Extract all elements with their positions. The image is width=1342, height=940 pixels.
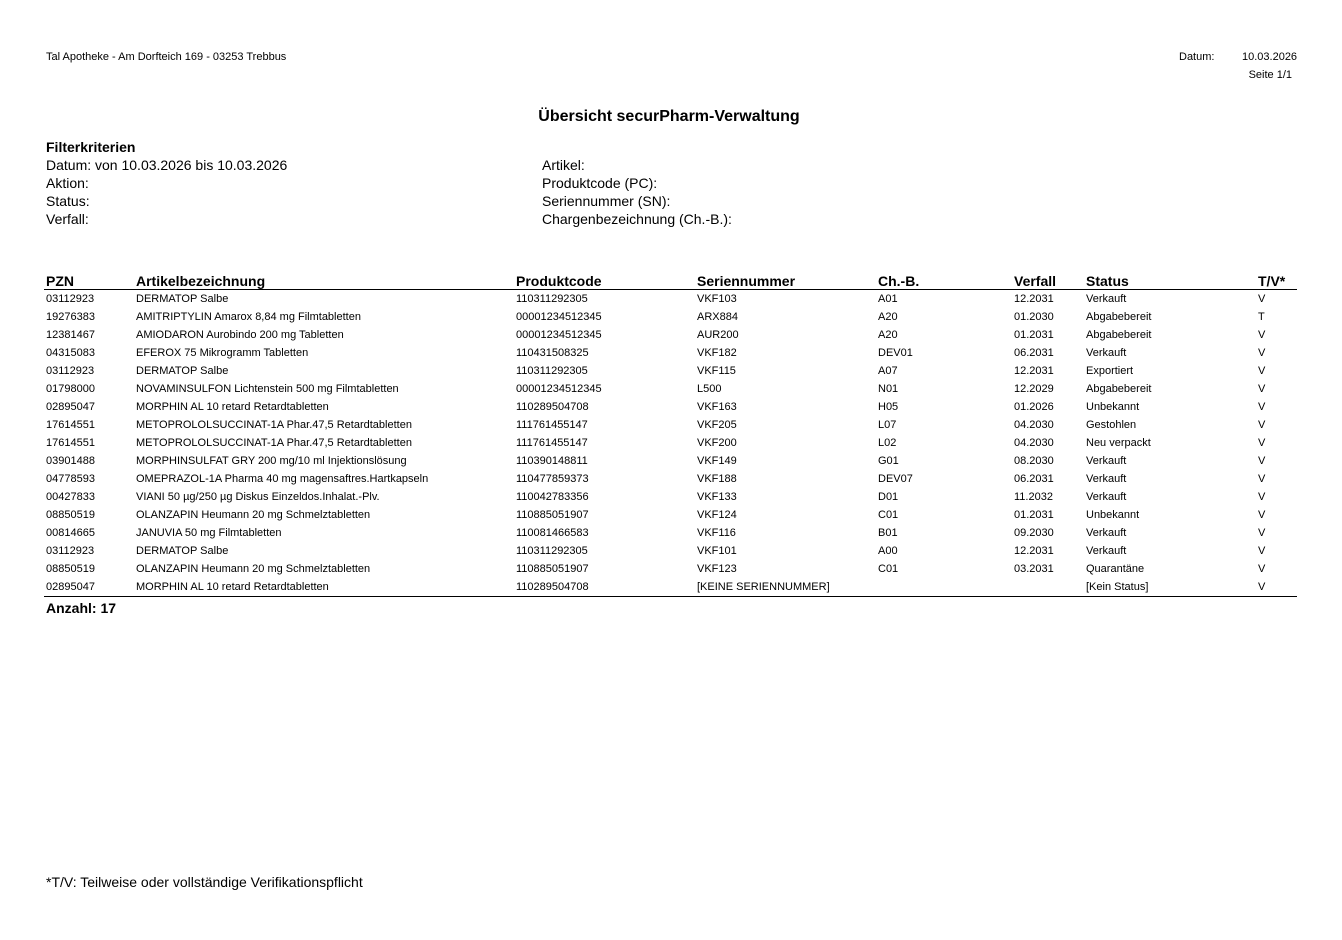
cell-status: Neu verpackt bbox=[1086, 437, 1151, 449]
cell-product-code: 00001234512345 bbox=[516, 383, 602, 395]
cell-expiry: 11.2032 bbox=[1014, 491, 1053, 503]
filter-product-code: Produktcode (PC): bbox=[542, 175, 658, 191]
cell-article: MORPHIN AL 10 retard Retardtabletten bbox=[134, 578, 514, 597]
cell-serial-number: VKF101 bbox=[697, 545, 737, 557]
cell-product-code: 00001234512345 bbox=[516, 329, 602, 341]
cell-batch: A01 bbox=[878, 293, 898, 305]
cell-pzn: 17614551 bbox=[46, 437, 95, 449]
cell-batch: B01 bbox=[878, 527, 898, 539]
cell-pzn: 17614551 bbox=[46, 419, 95, 431]
cell-batch: G01 bbox=[878, 455, 899, 467]
cell-pzn: 03901488 bbox=[46, 455, 95, 467]
filter-batch: Chargenbezeichnung (Ch.-B.): bbox=[542, 211, 732, 227]
cell-article: METOPROLOLSUCCINAT-1A Phar.47,5 Retardtabletten bbox=[136, 419, 412, 431]
cell-status: Abgabebereit bbox=[1086, 311, 1152, 323]
cell-product-code: 110311292305 bbox=[516, 365, 588, 377]
cell-expiry: 01.2031 bbox=[1014, 329, 1054, 341]
cell-article: DERMATOP Salbe bbox=[136, 365, 229, 377]
cell-article: OLANZAPIN Heumann 20 mg Schmelztabletten bbox=[136, 509, 371, 521]
cell-tv: V bbox=[1258, 491, 1266, 503]
cell-batch: DEV01 bbox=[878, 347, 913, 359]
cell-pzn: 12381467 bbox=[46, 329, 95, 341]
cell-batch: A00 bbox=[878, 545, 898, 557]
cell-batch: C01 bbox=[878, 509, 899, 521]
cell-article: JANUVIA 50 mg Filmtabletten bbox=[136, 527, 282, 539]
cell-product-code: 110289504708 bbox=[516, 401, 589, 413]
cell-pzn: 03112923 bbox=[46, 545, 95, 557]
cell-expiry: 12.2031 bbox=[1014, 365, 1054, 377]
cell-product-code: 110431508325 bbox=[516, 347, 589, 359]
cell-status: Verkauft bbox=[1086, 545, 1127, 557]
cell-tv: T bbox=[1258, 311, 1265, 323]
date-value: 10.03.2026 bbox=[1242, 51, 1298, 63]
cell-expiry: 06.2031 bbox=[1014, 473, 1054, 485]
cell-batch: H05 bbox=[878, 401, 899, 413]
cell-batch: L07 bbox=[878, 419, 897, 431]
cell-product-code: 110311292305 bbox=[516, 545, 588, 557]
cell-tv: V bbox=[1258, 545, 1266, 557]
cell-serial-number: [KEINE SERIENNUMMER] bbox=[695, 578, 876, 597]
cell-product-code: 110081466583 bbox=[516, 527, 589, 539]
col-header-tv: T/V* bbox=[1256, 271, 1297, 290]
cell-pzn: 19276383 bbox=[46, 311, 95, 323]
securpharm-table bbox=[44, 271, 1297, 597]
cell-tv: V bbox=[1258, 347, 1266, 359]
table-row bbox=[44, 524, 1297, 542]
col-header-expiry: Verfall bbox=[1012, 271, 1084, 290]
cell-article: DERMATOP Salbe bbox=[136, 545, 229, 557]
cell-serial-number: VKF205 bbox=[697, 419, 737, 431]
cell-batch: A20 bbox=[878, 311, 898, 323]
cell-product-code: 110885051907 bbox=[516, 509, 589, 521]
cell-product-code: 110289504708 bbox=[514, 578, 695, 597]
report-title: Übersicht securPharm-Verwaltung bbox=[538, 108, 800, 125]
cell-batch: A07 bbox=[878, 365, 898, 377]
page-number: Seite 1/1 bbox=[1248, 69, 1292, 81]
cell-product-code: 110390148811 bbox=[516, 455, 588, 467]
filter-date: Datum: von 10.03.2026 bis 10.03.2026 bbox=[46, 157, 288, 173]
table-row bbox=[44, 434, 1297, 452]
cell-tv: V bbox=[1258, 329, 1266, 341]
cell-expiry: 08.2030 bbox=[1014, 455, 1054, 467]
cell-serial-number: VKF133 bbox=[697, 491, 737, 503]
cell-article: VIANI 50 µg/250 µg Diskus Einzeldos.Inhalat.-Plv. bbox=[136, 491, 380, 503]
cell-pzn: 02895047 bbox=[46, 401, 95, 413]
cell-pzn: 03112923 bbox=[46, 365, 95, 377]
cell-serial-number: VKF182 bbox=[697, 347, 737, 359]
table-row bbox=[44, 290, 1297, 309]
date-label: Datum: bbox=[1179, 51, 1215, 63]
cell-status: Verkauft bbox=[1086, 293, 1127, 305]
table-row bbox=[44, 488, 1297, 506]
cell-article: OMEPRAZOL-1A Pharma 40 mg magensaftres.Hartkapseln bbox=[136, 473, 429, 485]
cell-expiry: 01.2031 bbox=[1014, 509, 1054, 521]
cell-product-code: 110311292305 bbox=[516, 293, 588, 305]
table-row bbox=[44, 542, 1297, 560]
cell-article: EFEROX 75 Mikrogramm Tabletten bbox=[136, 347, 309, 359]
cell-article: NOVAMINSULFON Lichtenstein 500 mg Filmtabletten bbox=[136, 383, 399, 395]
table-row bbox=[44, 380, 1297, 398]
cell-tv: V bbox=[1258, 401, 1266, 413]
cell-batch: C01 bbox=[878, 563, 899, 575]
table-row bbox=[44, 344, 1297, 362]
col-header-product-code: Produktcode bbox=[514, 271, 695, 290]
table-row bbox=[44, 506, 1297, 524]
table-row bbox=[44, 326, 1297, 344]
footnote: *T/V: Teilweise oder vollständige Verifikationspflicht bbox=[46, 874, 363, 890]
table-row bbox=[44, 308, 1297, 326]
col-header-article: Artikelbezeichnung bbox=[134, 271, 514, 290]
cell-serial-number: AUR200 bbox=[697, 329, 739, 341]
cell-batch bbox=[876, 578, 1012, 597]
table-row bbox=[44, 452, 1297, 470]
cell-pzn: 02895047 bbox=[44, 578, 134, 597]
filter-criteria-left bbox=[46, 138, 287, 228]
cell-tv: V bbox=[1256, 578, 1297, 597]
col-header-status: Status bbox=[1084, 271, 1256, 290]
cell-article: METOPROLOLSUCCINAT-1A Phar.47,5 Retardtabletten bbox=[136, 437, 412, 449]
cell-product-code: 00001234512345 bbox=[516, 311, 602, 323]
cell-serial-number: VKF103 bbox=[697, 293, 737, 305]
cell-status: Exportiert bbox=[1086, 365, 1134, 377]
filter-criteria-right bbox=[542, 156, 732, 228]
cell-status: Verkauft bbox=[1086, 473, 1127, 485]
filter-article: Artikel: bbox=[542, 157, 585, 173]
cell-tv: V bbox=[1258, 509, 1266, 521]
cell-serial-number: VKF188 bbox=[697, 473, 737, 485]
filter-status: Status: bbox=[46, 193, 90, 209]
cell-serial-number: VKF149 bbox=[697, 455, 737, 467]
cell-article: MORPHINSULFAT GRY 200 mg/10 ml Injektionslösung bbox=[136, 455, 407, 467]
cell-product-code: 111761455147 bbox=[516, 437, 588, 449]
cell-tv: V bbox=[1258, 563, 1266, 575]
cell-status: Verkauft bbox=[1086, 527, 1127, 539]
cell-product-code: 110477859373 bbox=[516, 473, 589, 485]
cell-expiry: 12.2031 bbox=[1014, 545, 1054, 557]
cell-expiry: 01.2026 bbox=[1014, 401, 1054, 413]
table-row bbox=[44, 578, 1297, 597]
cell-batch: N01 bbox=[878, 383, 899, 395]
table-row bbox=[44, 398, 1297, 416]
filter-expiry: Verfall: bbox=[46, 211, 89, 227]
cell-status: Abgabebereit bbox=[1086, 383, 1152, 395]
cell-serial-number: L500 bbox=[697, 383, 722, 395]
col-header-serial-number: Seriennummer bbox=[695, 271, 876, 290]
cell-status: [Kein Status] bbox=[1084, 578, 1256, 597]
cell-status: Verkauft bbox=[1086, 491, 1127, 503]
cell-batch: D01 bbox=[878, 491, 899, 503]
cell-expiry: 04.2030 bbox=[1014, 437, 1054, 449]
cell-article: DERMATOP Salbe bbox=[136, 293, 229, 305]
cell-article: AMITRIPTYLIN Amarox 8,84 mg Filmtabletten bbox=[136, 311, 361, 323]
cell-pzn: 04778593 bbox=[46, 473, 95, 485]
cell-expiry: 09.2030 bbox=[1014, 527, 1054, 539]
cell-product-code: 111761455147 bbox=[516, 419, 588, 431]
cell-status: Verkauft bbox=[1086, 347, 1127, 359]
cell-status: Verkauft bbox=[1086, 455, 1127, 467]
cell-serial-number: VKF115 bbox=[697, 365, 736, 377]
cell-expiry: 12.2031 bbox=[1014, 293, 1054, 305]
cell-pzn: 01798000 bbox=[46, 383, 95, 395]
cell-status: Quarantäne bbox=[1086, 563, 1145, 575]
pharmacy-address: Tal Apotheke - Am Dorfteich 169 - 03253 Trebbus bbox=[46, 51, 287, 63]
cell-tv: V bbox=[1258, 437, 1266, 449]
cell-expiry: 03.2031 bbox=[1014, 563, 1054, 575]
table-row bbox=[44, 362, 1297, 380]
cell-expiry bbox=[1012, 578, 1084, 597]
filter-serial-number: Seriennummer (SN): bbox=[542, 193, 671, 209]
cell-status: Abgabebereit bbox=[1086, 329, 1152, 341]
cell-serial-number: VKF200 bbox=[697, 437, 737, 449]
table-row bbox=[44, 416, 1297, 434]
col-header-pzn: PZN bbox=[44, 271, 134, 290]
col-header-batch: Ch.-B. bbox=[876, 271, 1012, 290]
filter-heading: Filterkriterien bbox=[46, 139, 136, 155]
cell-tv: V bbox=[1258, 419, 1266, 431]
filter-action: Aktion: bbox=[46, 175, 89, 191]
cell-article: OLANZAPIN Heumann 20 mg Schmelztabletten bbox=[136, 563, 371, 575]
cell-expiry: 01.2030 bbox=[1014, 311, 1054, 323]
cell-serial-number: ARX884 bbox=[697, 311, 738, 323]
row-count: Anzahl: 17 bbox=[46, 600, 117, 616]
table-body bbox=[44, 290, 1297, 597]
cell-serial-number: VKF124 bbox=[697, 509, 737, 521]
cell-article: MORPHIN AL 10 retard Retardtabletten bbox=[136, 401, 329, 413]
cell-tv: V bbox=[1258, 383, 1266, 395]
cell-pzn: 00427833 bbox=[46, 491, 95, 503]
cell-product-code: 110885051907 bbox=[516, 563, 589, 575]
cell-tv: V bbox=[1258, 527, 1266, 539]
cell-article: AMIODARON Aurobindo 200 mg Tabletten bbox=[136, 329, 344, 341]
cell-tv: V bbox=[1258, 365, 1266, 377]
cell-expiry: 04.2030 bbox=[1014, 419, 1054, 431]
cell-pzn: 08850519 bbox=[46, 563, 95, 575]
cell-batch: DEV07 bbox=[878, 473, 913, 485]
table-header-row bbox=[44, 271, 1297, 290]
cell-tv: V bbox=[1258, 293, 1266, 305]
cell-status: Gestohlen bbox=[1086, 419, 1137, 431]
cell-serial-number: VKF163 bbox=[697, 401, 737, 413]
cell-expiry: 06.2031 bbox=[1014, 347, 1054, 359]
cell-batch: A20 bbox=[878, 329, 898, 341]
cell-status: Unbekannt bbox=[1086, 509, 1140, 521]
cell-batch: L02 bbox=[878, 437, 897, 449]
table-row bbox=[44, 560, 1297, 578]
table-row bbox=[44, 470, 1297, 488]
cell-tv: V bbox=[1258, 473, 1266, 485]
cell-expiry: 12.2029 bbox=[1014, 383, 1054, 395]
cell-pzn: 04315083 bbox=[46, 347, 95, 359]
cell-serial-number: VKF123 bbox=[697, 563, 737, 575]
cell-status: Unbekannt bbox=[1086, 401, 1140, 413]
cell-pzn: 08850519 bbox=[46, 509, 95, 521]
cell-product-code: 110042783356 bbox=[516, 491, 589, 503]
cell-tv: V bbox=[1258, 455, 1266, 467]
cell-pzn: 00814665 bbox=[46, 527, 95, 539]
cell-pzn: 03112923 bbox=[46, 293, 95, 305]
cell-serial-number: VKF116 bbox=[697, 527, 736, 539]
